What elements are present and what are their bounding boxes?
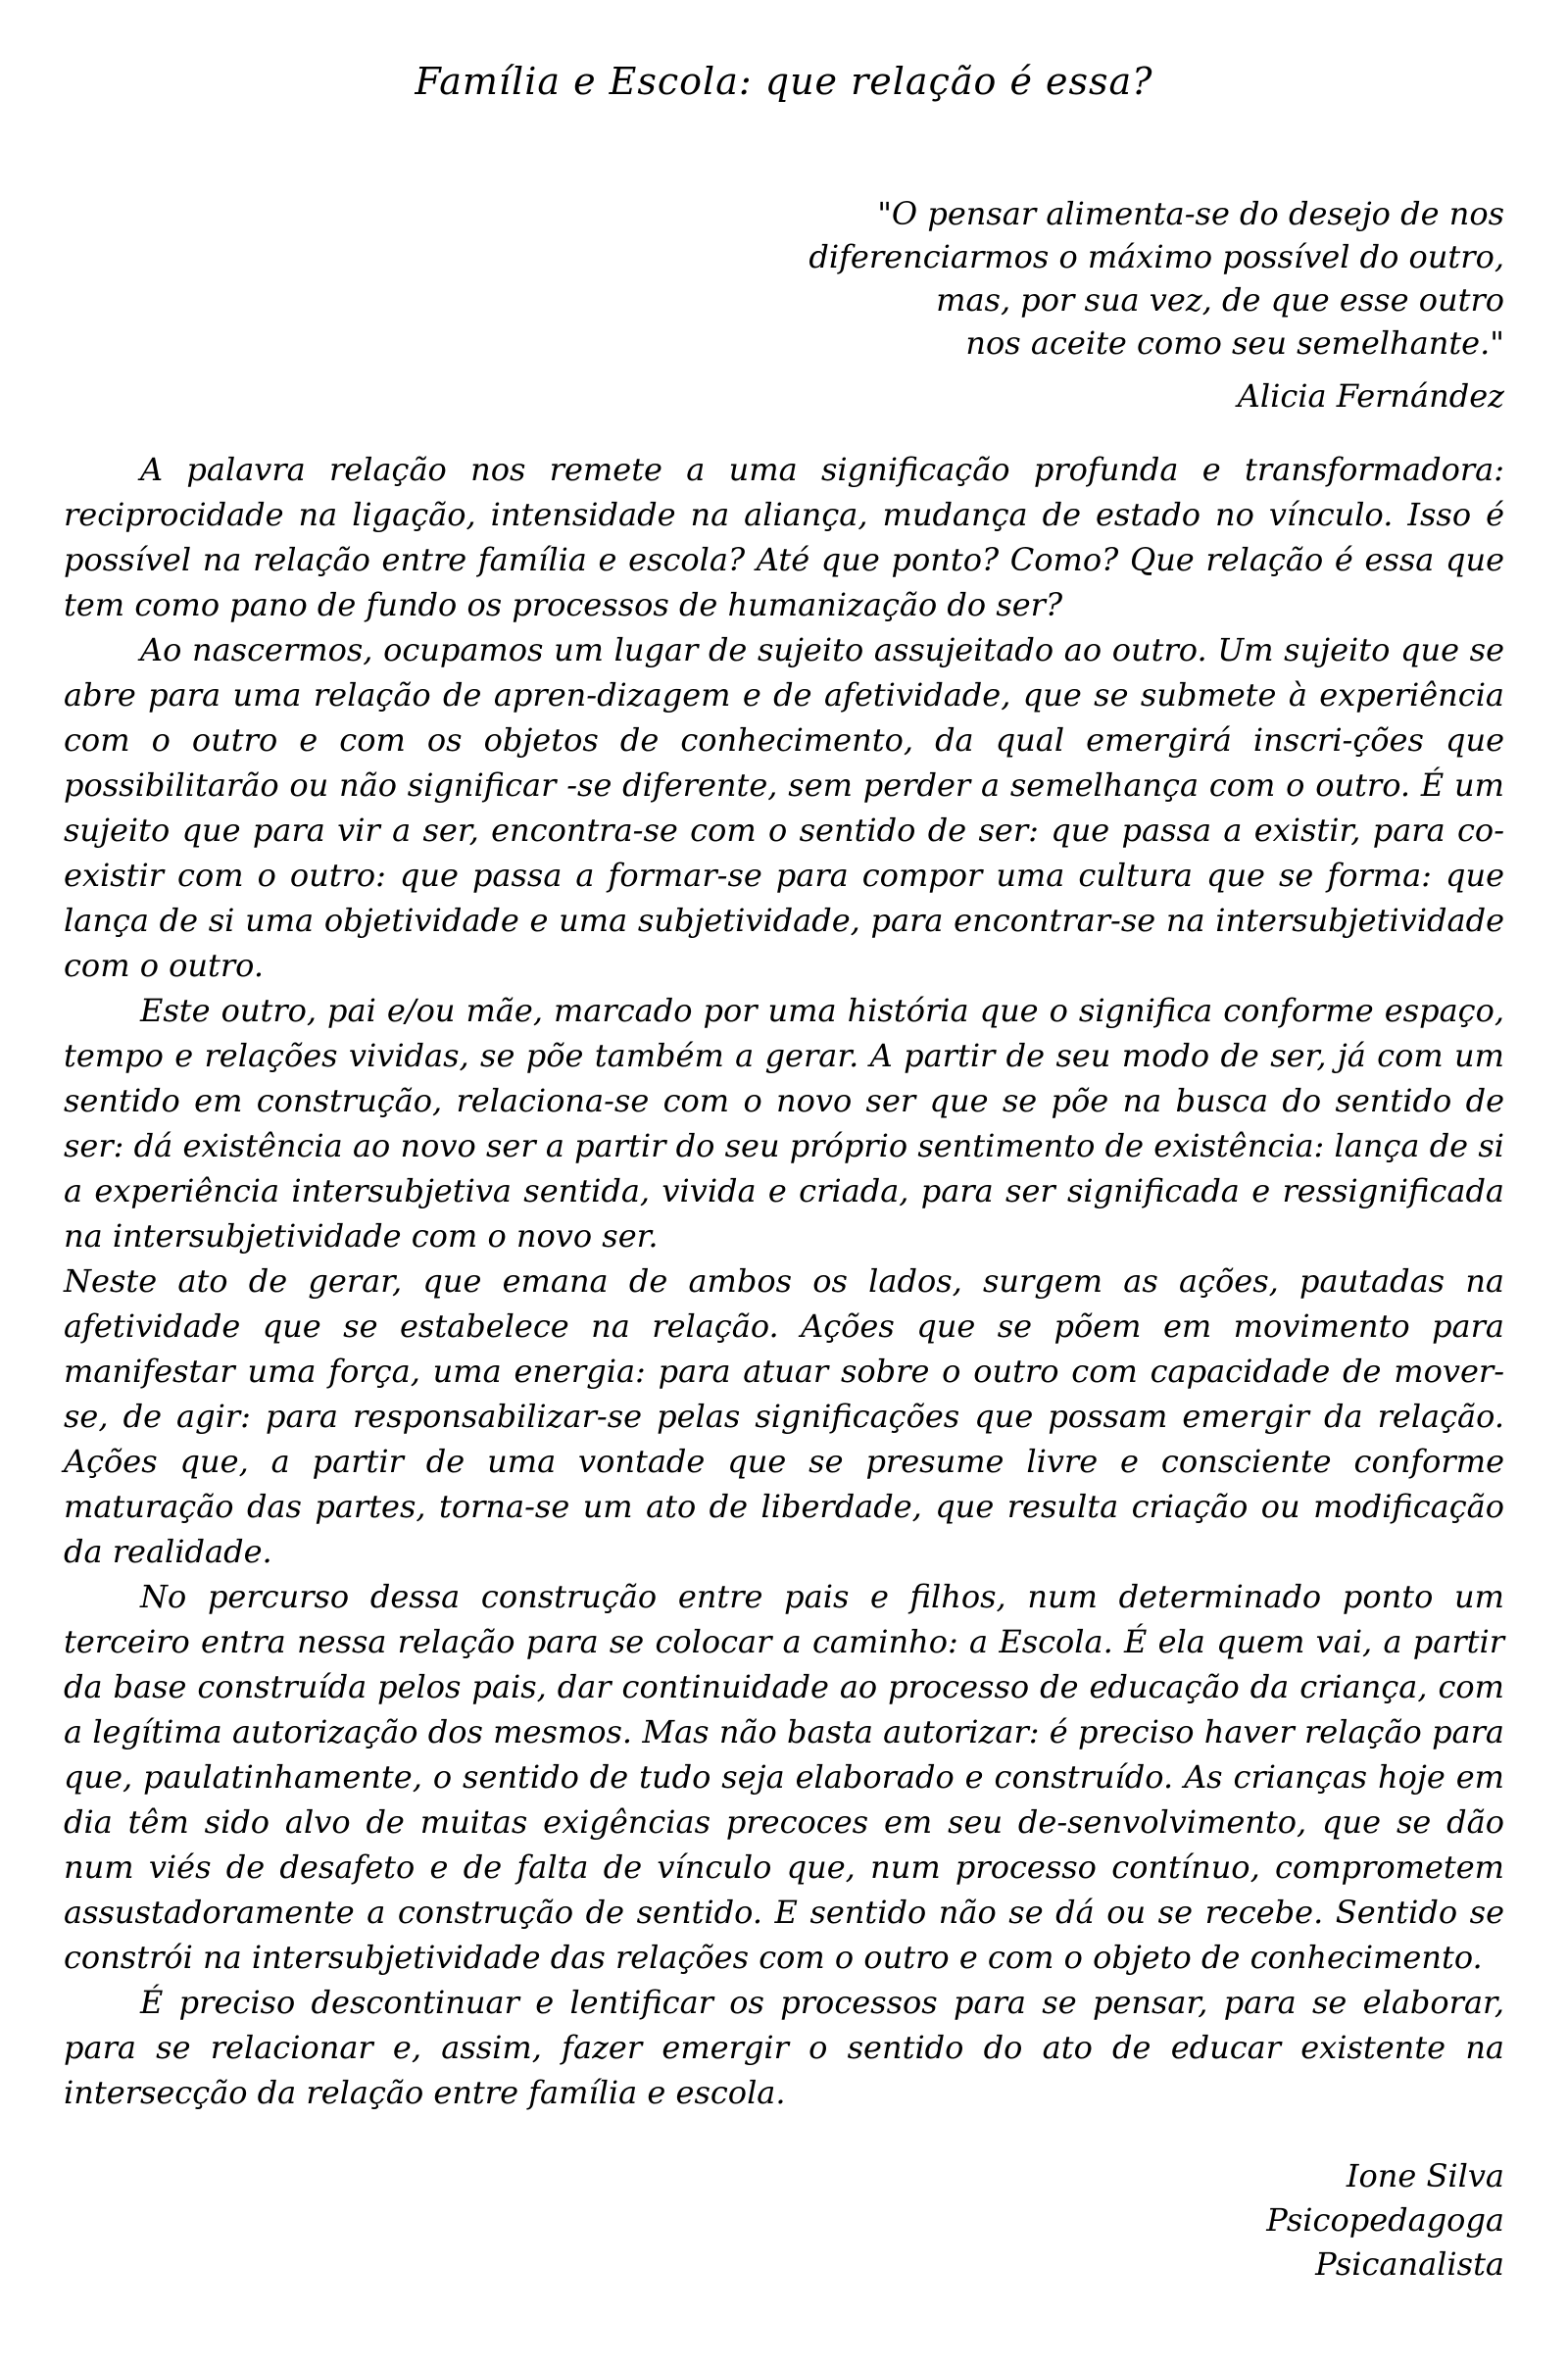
- epigraph-attribution: Alicia Fernández: [1237, 377, 1504, 415]
- signature-block: [64, 2154, 1504, 2287]
- signature-role: Psicopedagoga: [1266, 2201, 1504, 2239]
- signature-role: Psicanalista: [1315, 2245, 1504, 2283]
- document-title: Família e Escola: que relação é essa?: [415, 60, 1153, 103]
- epigraph-line: "O pensar alimenta-se do desejo de nos: [877, 195, 1504, 232]
- paragraph: Este outro, pai e/ou mãe, marcado por uma história que o significa conforme espaço, tempo e relações vividas, se põe também a gerar. A partir de seu modo de ser, já com um sentido em construção, relaciona-se com o novo ser que se põe na busca do sentido de ser: dá existência ao novo ser a partir do seu próprio sentimento de existência: lança de si a experiência intersubjetiva sentida, vivida e criada, para ser significada e ressignificada na intersubjetividade com o novo ser.: [64, 992, 1504, 1255]
- paragraph: Ao nascermos, ocupamos um lugar de sujeito assujeitado ao outro. Um sujeito que se abre para uma relação de apren-dizagem e de afetividade, que se submete à experiência com o outro e com os objetos de conhecimento, da qual emergirá inscri-ções que possibilitarão ou não significar -se diferente, sem perder a semelhança com o outro. É um sujeito que para vir a ser, encontra-se com o sentido de ser: que passa a existir, para co-existir com o outro: que passa a formar-se para compor uma cultura que se forma: que lança de si uma objetividade e uma subjetividade, para encontrar-se na intersubjetividade com o outro.: [64, 631, 1504, 984]
- epigraph-line: mas, por sua vez, de que esse outro: [936, 281, 1504, 319]
- epigraph-line: nos aceite como seu semelhante.": [965, 324, 1504, 362]
- signature-author: Ione Silva: [1346, 2157, 1504, 2194]
- epigraph: [64, 192, 1504, 365]
- document-body: [64, 447, 1504, 2115]
- epigraph-line: diferenciarmos o máximo possível do outro,: [808, 238, 1504, 275]
- paragraph: A palavra relação nos remete a uma significação profunda e transformadora: reciprocidade na ligação, intensidade na aliança, mudança de estado no vínculo. Isso é possível na relação entre família e escola? Até que ponto? Como? Que relação é essa que tem como pano de fundo os processos de humanização do ser?: [64, 451, 1504, 623]
- paragraph: É preciso descontinuar e lentificar os processos para se pensar, para se elaborar, para se relacionar e, assim, fazer emergir o sentido do ato de educar existente na intersecção da relação entre família e escola.: [64, 1984, 1504, 2111]
- paragraph: Neste ato de gerar, que emana de ambos os lados, surgem as ações, pautadas na afetividade que se estabelece na relação. Ações que se põem em movimento para manifestar uma força, uma energia: para atuar sobre o outro com capacidade de mover-se, de agir: para responsabilizar-se pelas significações que possam emergir da relação. Ações que, a partir de uma vontade que se presume livre e consciente conforme maturação das partes, torna-se um ato de liberdade, que resulta criação ou modificação da realidade.: [64, 1262, 1504, 1570]
- paragraph: No percurso dessa construção entre pais e filhos, num determinado ponto um terceiro entra nessa relação para se colocar a caminho: a Escola. É ela quem vai, a partir da base construída pelos pais, dar continuidade ao processo de educação da criança, com a legítima autorização dos mesmos. Mas não basta autorizar: é preciso haver relação para que, paulatinhamente, o sentido de tudo seja elaborado e construído. As crianças hoje em dia têm sido alvo de muitas exigências precoces em seu de-senvolvimento, que se dão num viés de desafeto e de falta de vínculo que, num processo contínuo, comprometem assustadoramente a construção de sentido. E sentido não se dá ou se recebe. Sentido se constrói na intersubjetividade das relações com o outro e com o objeto de conhecimento.: [64, 1578, 1504, 1976]
